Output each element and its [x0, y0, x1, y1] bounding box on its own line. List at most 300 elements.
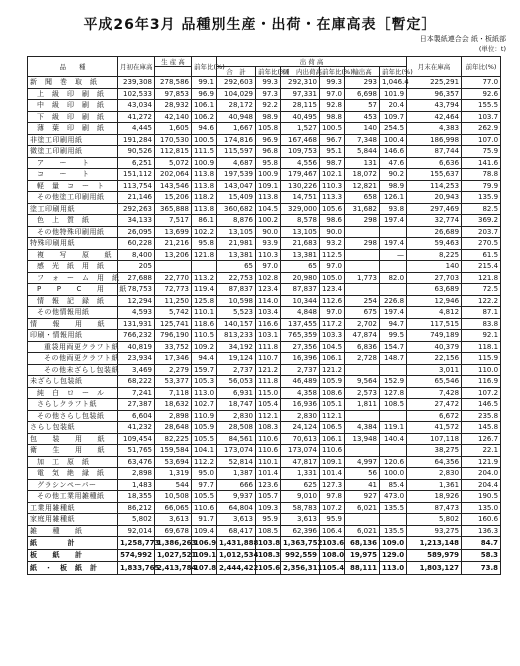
header-total-yoy: 前年比(%): [256, 67, 281, 77]
table-row: [28, 456, 501, 468]
row-value: 95.9: [256, 514, 281, 526]
row-value: 28,648: [155, 422, 192, 434]
row-value: 131: [345, 157, 380, 169]
row-value: 68,136: [345, 537, 380, 550]
row-value: 96.9: [256, 134, 281, 146]
header-production-sub: [155, 67, 192, 77]
row-value: 329,000: [281, 203, 320, 215]
row-value: 99.5: [380, 330, 407, 342]
row-value: 106.4: [320, 525, 345, 537]
row-value: 110.3: [256, 249, 281, 261]
row-value: 1,833,765: [118, 562, 155, 575]
row-value: 32,774: [407, 215, 462, 227]
row-value: 7,348: [345, 134, 380, 146]
row-value: 106.9: [192, 537, 217, 550]
row-value: 20.4: [380, 100, 407, 112]
row-value: 98.8: [320, 111, 345, 123]
row-value: 112,815: [155, 146, 192, 158]
row-value: 110.1: [256, 456, 281, 468]
row-value: 56: [345, 468, 380, 480]
row-value: 5,802: [407, 514, 462, 526]
row-value: 110.6: [256, 433, 281, 445]
row-value: 101.9: [380, 88, 407, 100]
row-value: 473.0: [380, 491, 407, 503]
row-value: 66,065: [155, 502, 192, 514]
row-value: 5,844: [345, 146, 380, 158]
row-value: 4,384: [345, 422, 380, 434]
header-domestic-yoy: 前年比(%): [320, 67, 345, 77]
row-value: 126.1: [380, 192, 407, 204]
row-value: 42,140: [155, 111, 192, 123]
row-value: 136.3: [462, 525, 501, 537]
row-value: 110.3: [320, 180, 345, 192]
row-value: 2,702: [345, 318, 380, 330]
row-value: 22,770: [155, 272, 192, 284]
row-value: 110.6: [320, 445, 345, 457]
table-row: [28, 353, 501, 365]
row-value: 152.9: [380, 376, 407, 388]
row-value: 15,206: [155, 192, 192, 204]
row-value: 34,192: [217, 341, 256, 353]
row-value: 42,464: [407, 111, 462, 123]
row-value: 68,417: [217, 525, 256, 537]
table-row: [28, 123, 501, 135]
row-value: 109,753: [281, 146, 320, 158]
row-value: 109.1: [320, 456, 345, 468]
row-value: 102.7: [192, 399, 217, 411]
table-row: [28, 284, 501, 296]
row-value: 94.7: [380, 318, 407, 330]
row-value: 31,682: [345, 203, 380, 215]
row-value: 118.6: [192, 318, 217, 330]
row-value: 145.8: [462, 422, 501, 434]
row-value: 77.0: [462, 77, 501, 89]
row-value: 92,014: [118, 525, 155, 537]
row-value: 102,533: [118, 88, 155, 100]
row-value: 69,678: [155, 525, 192, 537]
row-value: 1,386,263: [155, 537, 192, 550]
row-value: 110.0: [462, 364, 501, 376]
row-value: 107,118: [407, 433, 462, 445]
row-value: 47.6: [380, 157, 407, 169]
row-value: [192, 261, 217, 273]
row-value: 19,975: [345, 549, 380, 562]
row-value: 292,263: [118, 203, 155, 215]
row-value: 1,027,521: [155, 549, 192, 562]
row-value: 88,111: [345, 562, 380, 575]
row-value: 293: [345, 77, 380, 89]
row-value: 2,898: [118, 468, 155, 480]
row-label: 新 聞 巻 取 紙: [28, 77, 118, 89]
row-value: 992,559: [281, 549, 320, 562]
row-value: 105.9: [192, 422, 217, 434]
row-value: 121.9: [462, 456, 501, 468]
row-value: 40,379: [407, 341, 462, 353]
row-value: 102.2: [192, 226, 217, 238]
row-value: 97,331: [281, 88, 320, 100]
row-value: 97.0: [320, 261, 345, 273]
row-value: 22,156: [407, 353, 462, 365]
row-value: 766,232: [118, 330, 155, 342]
row-value: 3,469: [118, 364, 155, 376]
row-value: 143,546: [155, 180, 192, 192]
header-production-yoy: 前年比(%): [192, 57, 217, 77]
row-value: 100.0: [380, 468, 407, 480]
row-value: 2,279: [155, 364, 192, 376]
row-value: 93.2: [320, 238, 345, 250]
row-value: 28,115: [281, 100, 320, 112]
row-value: 26,095: [118, 226, 155, 238]
row-value: 5,072: [155, 157, 192, 169]
row-value: 141.6: [462, 157, 501, 169]
row-value: 103.6: [320, 537, 345, 550]
row-value: 121.2: [320, 364, 345, 376]
row-value: 115.9: [462, 353, 501, 365]
row-value: 765,359: [281, 330, 320, 342]
row-value: 1,046.4: [380, 77, 407, 89]
row-value: 27,688: [118, 272, 155, 284]
row-value: 204.0: [462, 468, 501, 480]
row-value: 5,523: [217, 307, 256, 319]
row-label: その他両更クラフト紙: [28, 353, 118, 365]
source-label: 日本製紙連合会 紙・板紙部: [419, 35, 506, 43]
row-value: 27,472: [407, 399, 462, 411]
row-label: ア ー ト: [28, 157, 118, 169]
header-item: 品 種: [28, 57, 118, 77]
row-value: 5,742: [155, 307, 192, 319]
total-row: [28, 537, 501, 550]
row-value: 108.3: [256, 422, 281, 434]
row-value: 43,034: [118, 100, 155, 112]
row-value: 115,597: [217, 146, 256, 158]
row-value: 589,979: [407, 549, 462, 562]
table-row: [28, 525, 501, 537]
row-value: 98.9: [380, 180, 407, 192]
row-value: 191,284: [118, 134, 155, 146]
row-label: 感 光 紙 用 紙: [28, 261, 118, 273]
row-value: 1,527: [281, 123, 320, 135]
total-row: [28, 562, 501, 575]
row-value: 140: [345, 123, 380, 135]
row-value: 112.1: [256, 410, 281, 422]
row-label: P P C 用 紙: [28, 284, 118, 296]
unit-label: (単位：t): [478, 45, 506, 53]
row-value: [345, 410, 380, 422]
table-row: [28, 169, 501, 181]
row-value: 140.4: [380, 433, 407, 445]
row-value: 7,118: [155, 387, 192, 399]
row-value: 97.8: [320, 491, 345, 503]
row-value: 103.3: [320, 330, 345, 342]
row-value: 107.8: [192, 562, 217, 575]
row-value: 1,387: [217, 468, 256, 480]
row-value: 148.7: [380, 353, 407, 365]
row-value: 813,233: [217, 330, 256, 342]
row-value: 84.7: [462, 537, 501, 550]
row-value: 24,124: [281, 422, 320, 434]
row-label: 包 装 用 紙: [28, 433, 118, 445]
row-value: 21,683: [281, 238, 320, 250]
row-value: 205: [118, 261, 155, 273]
row-value: 666: [217, 479, 256, 491]
table-row: [28, 226, 501, 238]
row-value: 110.5: [192, 330, 217, 342]
row-value: 27,356: [281, 341, 320, 353]
table-row: [28, 468, 501, 480]
row-value: [345, 226, 380, 238]
row-value: 68,222: [118, 376, 155, 388]
row-value: 60,228: [118, 238, 155, 250]
table-row: [28, 100, 501, 112]
row-value: 90,526: [118, 146, 155, 158]
row-value: 202,064: [155, 169, 192, 181]
row-value: [345, 284, 380, 296]
row-value: 1,012,534: [217, 549, 256, 562]
row-value: 61.5: [462, 249, 501, 261]
row-value: 85.4: [380, 479, 407, 491]
row-value: 46,489: [281, 376, 320, 388]
row-value: 63,476: [118, 456, 155, 468]
row-value: 106.1: [320, 433, 345, 445]
row-value: 298: [345, 238, 380, 250]
row-value: 27,703: [407, 272, 462, 284]
row-value: 109.0: [380, 537, 407, 550]
row-value: 226.8: [380, 295, 407, 307]
row-value: 105.4: [320, 562, 345, 575]
row-value: 94.6: [192, 123, 217, 135]
row-value: 130,226: [281, 180, 320, 192]
row-value: 203.7: [462, 226, 501, 238]
row-value: 2,830: [217, 410, 256, 422]
table-row: [28, 88, 501, 100]
row-value: 104.1: [192, 445, 217, 457]
row-value: [380, 445, 407, 457]
row-value: 105.6: [256, 562, 281, 575]
row-value: 3,011: [407, 364, 462, 376]
table-row: [28, 479, 501, 491]
row-value: 1,773: [345, 272, 380, 284]
row-value: 11,250: [155, 295, 192, 307]
row-value: 1,331: [281, 468, 320, 480]
row-value: 72,773: [155, 284, 192, 296]
row-value: 6,931: [217, 387, 256, 399]
table-row: [28, 341, 501, 353]
row-value: 360,682: [217, 203, 256, 215]
row-value: [380, 261, 407, 273]
table-row: [28, 387, 501, 399]
row-value: 117.2: [320, 318, 345, 330]
row-value: 135.5: [380, 502, 407, 514]
row-value: 78,753: [118, 284, 155, 296]
row-value: 105.7: [256, 491, 281, 503]
row-value: 98.6: [320, 215, 345, 227]
row-value: 113.0: [380, 562, 407, 575]
row-value: 95.1: [320, 146, 345, 158]
row-value: 119.4: [192, 284, 217, 296]
row-value: 18,926: [407, 491, 462, 503]
row-value: 114,253: [407, 180, 462, 192]
row-value: 1,258,773: [118, 537, 155, 550]
table-row: [28, 433, 501, 445]
row-value: 4,997: [345, 456, 380, 468]
row-value: 1,363,752: [281, 537, 320, 550]
row-value: 159,584: [155, 445, 192, 457]
table-row: [28, 318, 501, 330]
row-value: 122.2: [462, 295, 501, 307]
row-value: 19,124: [217, 353, 256, 365]
row-value: 96.9: [192, 88, 217, 100]
row-value: 9,564: [345, 376, 380, 388]
row-value: 59,463: [407, 238, 462, 250]
row-value: 105.3: [192, 376, 217, 388]
row-value: [380, 284, 407, 296]
row-value: 235.8: [462, 410, 501, 422]
row-value: 104.5: [256, 203, 281, 215]
row-value: 34,133: [118, 215, 155, 227]
row-value: 1,361: [407, 479, 462, 491]
row-value: 143,047: [217, 180, 256, 192]
row-value: [155, 261, 192, 273]
row-value: 2,830: [407, 468, 462, 480]
row-value: 160.6: [462, 514, 501, 526]
row-value: [345, 445, 380, 457]
row-value: 106.5: [320, 422, 345, 434]
row-value: 105.4: [256, 399, 281, 411]
row-value: 75.9: [462, 146, 501, 158]
row-value: 86,212: [118, 502, 155, 514]
row-value: 121.8: [462, 272, 501, 284]
row-value: 625: [281, 479, 320, 491]
row-value: 97.0: [256, 261, 281, 273]
row-label: コ ー ト: [28, 169, 118, 181]
row-label: 中 級 印 刷 紙: [28, 100, 118, 112]
row-label: 紙 計: [28, 537, 118, 550]
header-closing-yoy: 前年比(%): [462, 57, 501, 77]
table-row: [28, 238, 501, 250]
row-value: 7,517: [155, 215, 192, 227]
row-value: 16,936: [281, 399, 320, 411]
table-row: [28, 146, 501, 158]
row-value: 18,355: [118, 491, 155, 503]
row-value: 33,752: [155, 341, 192, 353]
row-value: 2,573: [345, 387, 380, 399]
row-value: 27,387: [118, 399, 155, 411]
row-value: 4,358: [281, 387, 320, 399]
row-value: 1,483: [118, 479, 155, 491]
row-value: 93.8: [380, 203, 407, 215]
row-value: 123.4: [320, 284, 345, 296]
row-value: 5,802: [118, 514, 155, 526]
table-row: [28, 272, 501, 284]
row-value: 159.7: [192, 364, 217, 376]
row-value: 106.1: [320, 353, 345, 365]
row-value: 197.4: [380, 215, 407, 227]
row-value: 94.4: [192, 353, 217, 365]
row-value: 1,213,148: [407, 537, 462, 550]
row-value: 155,637: [407, 169, 462, 181]
header-total: 合 計: [217, 67, 256, 77]
row-value: 87.1: [462, 307, 501, 319]
row-value: 53,694: [155, 456, 192, 468]
row-value: 119.1: [380, 422, 407, 434]
row-value: 40,819: [118, 341, 155, 353]
row-label: 色 上 質 紙: [28, 215, 118, 227]
row-value: 72.5: [462, 284, 501, 296]
row-value: 544: [155, 479, 192, 491]
table-row: [28, 180, 501, 192]
row-value: 104.5: [320, 341, 345, 353]
row-value: 93,275: [407, 525, 462, 537]
row-value: 190.5: [462, 491, 501, 503]
row-label: その他情報用紙: [28, 307, 118, 319]
row-value: 1,605: [155, 123, 192, 135]
row-value: 62,396: [281, 525, 320, 537]
row-label: 軽 量 コ ー ト: [28, 180, 118, 192]
row-value: 10,344: [281, 295, 320, 307]
row-value: 111.8: [256, 341, 281, 353]
row-value: 53,377: [155, 376, 192, 388]
row-value: 174,816: [217, 134, 256, 146]
row-value: 17,346: [155, 353, 192, 365]
row-value: 65,546: [407, 376, 462, 388]
row-value: 28,172: [217, 100, 256, 112]
row-value: 105.8: [256, 123, 281, 135]
row-value: 86.1: [192, 215, 217, 227]
table-row: [28, 364, 501, 376]
row-value: 8,225: [407, 249, 462, 261]
row-value: 100.9: [192, 157, 217, 169]
row-value: 155.5: [462, 100, 501, 112]
row-value: 6,251: [118, 157, 155, 169]
row-value: 97.7: [192, 479, 217, 491]
row-value: 13,948: [345, 433, 380, 445]
row-value: 21,146: [118, 192, 155, 204]
row-value: 658: [345, 192, 380, 204]
row-value: 58,783: [281, 502, 320, 514]
row-value: 92.8: [320, 100, 345, 112]
row-value: 65: [281, 261, 320, 273]
page-title: 平成26年3月 品種別生産・出荷・在庫高表［暫定］: [83, 17, 437, 33]
row-value: 51,765: [118, 445, 155, 457]
table-row: [28, 514, 501, 526]
row-label: その他工業用雑種紙: [28, 491, 118, 503]
row-value: 110.6: [256, 445, 281, 457]
header-closing-stock: 月末在庫高: [407, 57, 462, 77]
row-value: 3,613: [155, 514, 192, 526]
row-value: 78.8: [462, 169, 501, 181]
row-value: 3,613: [281, 514, 320, 526]
row-value: 97,853: [155, 88, 192, 100]
row-value: 95.9: [320, 514, 345, 526]
row-value: 103.7: [462, 111, 501, 123]
row-value: 100.4: [380, 134, 407, 146]
row-value: 106.2: [192, 111, 217, 123]
row-value: 105.9: [320, 376, 345, 388]
row-value: 4,383: [407, 123, 462, 135]
row-value: 254.5: [380, 123, 407, 135]
row-label: 下 級 印 刷 紙: [28, 111, 118, 123]
row-value: 83.8: [462, 318, 501, 330]
row-value: 92.2: [256, 100, 281, 112]
row-value: 87,473: [407, 502, 462, 514]
row-value: 13,381: [281, 249, 320, 261]
table-row: [28, 295, 501, 307]
row-label: 印刷・情報用紙: [28, 330, 118, 342]
row-value: 262.9: [462, 123, 501, 135]
row-label: 衛 生 用 紙: [28, 445, 118, 457]
row-value: 90.0: [320, 226, 345, 238]
row-value: 6,836: [345, 341, 380, 353]
